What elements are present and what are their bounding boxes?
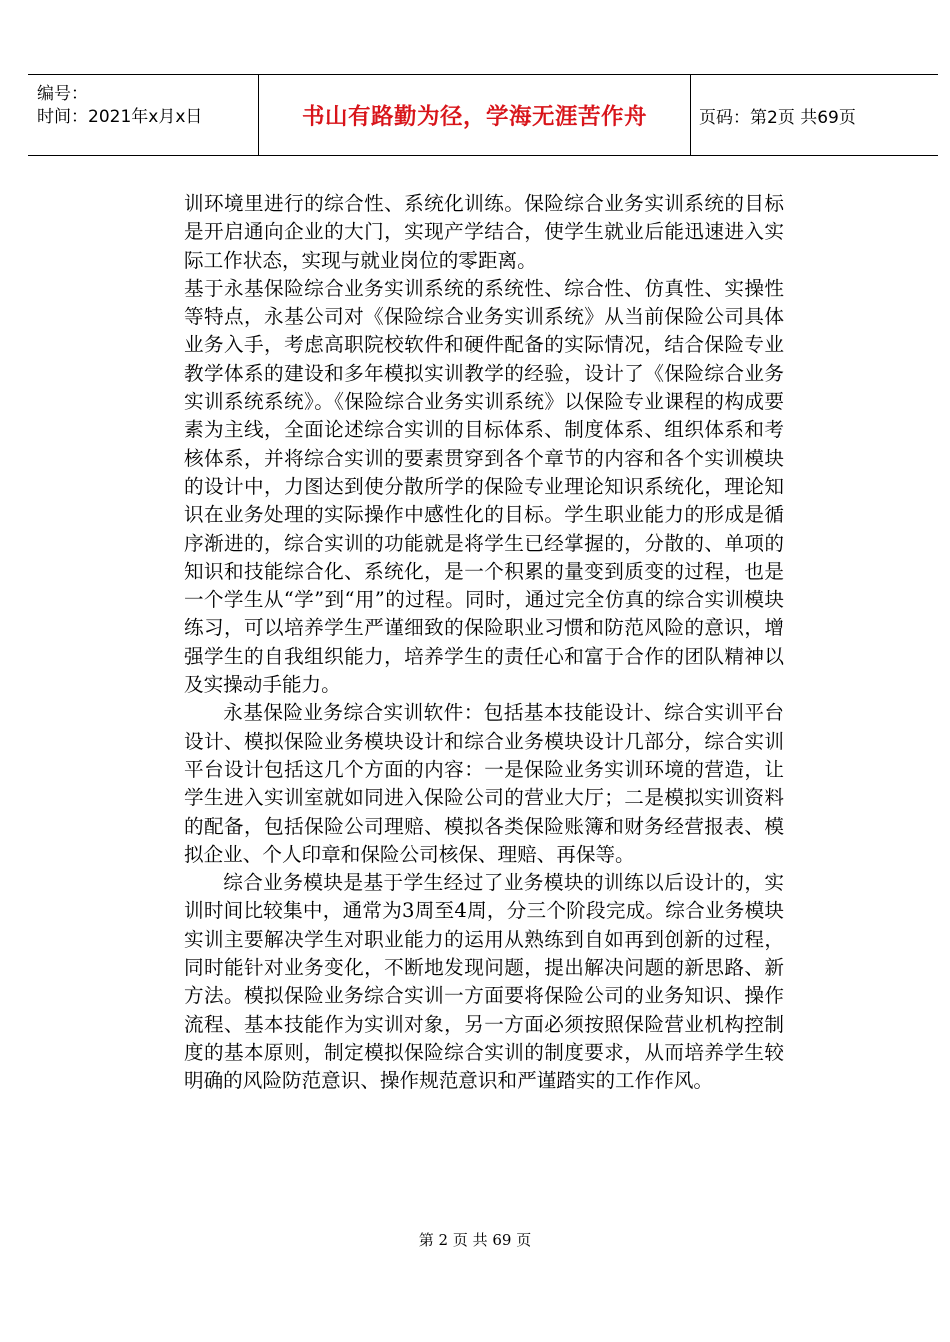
document-number-label: 编号： (37, 84, 88, 104)
body-paragraph-2: 基于永基保险综合业务实训系统的系统性、综合性、仿真性、实操性等特点，永基公司对《保险综合业务实训系统》从当前保险公司具体业务入手，考虑高职院校软件和硬件配备的实际情况，结合保险专业教学体系的建设和多年模拟实训教学的经验，设计了《保险综合业务实训系统系统》。《保险综合业务实训系统》以保险专业课程的构成要素为主线，全面论述综合实训的目标体系、制度体系、组织体系和考核体系，并将综合实训的要素贯穿到各个章节的内容和各个实训模块的设计中，力图达到使分散所学的保险专业理论知识系统化，理论知识在业务处理的实际操作中感性化的目标。学生职业能力的形成是循序渐进的，综合实训的功能就是将学生已经掌握的，分散的、单项的知识和技能综合化、系统化，是一个积累的量变到质变的过程，也是一个学生从“学”到“用”的过程。同时，通过完全仿真的综合实训模块练习，可以培养学生严谨细致的保险职业习惯和防范风险的意识，增强学生的自我组织能力，培养学生的责任心和富于合作的团队精神以及实操动手能力。 (184, 276, 784, 697)
header-page-code: 页码：第2页 共69页 (699, 107, 856, 128)
body-paragraph-1: 训环境里进行的综合性、系统化训练。保险综合业务实训系统的目标是开启通向企业的大门，实现产学结合，使学生就业后能迅速进入实际工作状态，实现与就业岗位的零距离。 (184, 192, 784, 272)
header-motto: 书山有路勤为径，学海无涯苦作舟 (301, 104, 647, 130)
header-meta-cell (28, 75, 259, 155)
document-time-label: 时间：2021年x月x日 (37, 107, 203, 127)
header-page-cell (691, 75, 938, 155)
footer-page-number: 第 2 页 共 69 页 (418, 1231, 532, 1249)
document-body (184, 190, 784, 1096)
header-motto-cell (259, 75, 691, 155)
page-footer (0, 1229, 950, 1250)
body-paragraph-4: 综合业务模块是基于学生经过了业务模块的训练以后设计的，实训时间比较集中，通常为3周至4周，分三个阶段完成。综合业务模块实训主要解决学生对职业能力的运用从熟练到自如再到创新的过程，同时能针对业务变化，不断地发现问题，提出解决问题的新思路、新方法。模拟保险业务综合实训一方面要将保险公司的业务知识、操作流程、基本技能作为实训对象，另一方面必须按照保险营业机构控制度的基本原则，制定模拟保险综合实训的制度要求，从而培养学生较明确的风险防范意识、操作规范意识和严谨踏实的工作作风。 (184, 871, 784, 1093)
body-paragraph-3: 永基保险业务综合实训软件：包括基本技能设计、综合实训平台设计、模拟保险业务模块设计和综合业务模块设计几部分，综合实训平台设计包括这几个方面的内容：一是保险业务实训环境的营造，让学生进入实训室就如同进入保险公司的营业大厅；二是模拟实训资料的配备，包括保险公司理赔、模拟各类保险账簿和财务经营报表、模拟企业、个人印章和保险公司核保、理赔、再保等。 (184, 701, 784, 866)
page-header (28, 74, 938, 156)
